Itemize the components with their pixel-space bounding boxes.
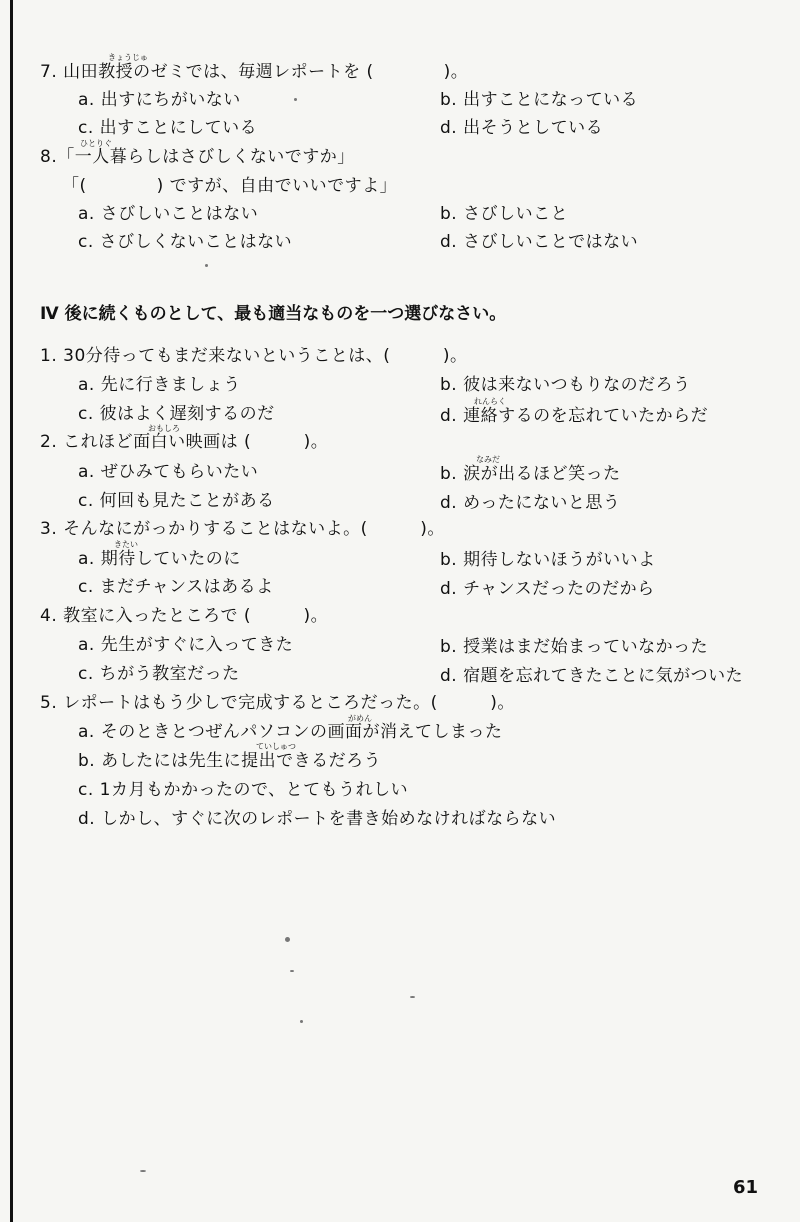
furigana: おもしろ bbox=[148, 424, 180, 433]
option-d: d. めったにないと思う bbox=[440, 493, 621, 513]
option-b: b. 出すことになっている bbox=[440, 90, 639, 110]
furigana: ひとりぐ bbox=[80, 139, 112, 148]
option-b: b. 涙が出るほど笑った bbox=[440, 464, 621, 484]
option-d: d. しかし、すぐに次のレポートを書き始めなければならない bbox=[78, 809, 557, 829]
option-a: a. ぜひみてもらいたい bbox=[78, 462, 259, 482]
option-d: d. 宿題を忘れてきたことに気がついた bbox=[440, 666, 744, 686]
option-a: a. 先生がすぐに入ってきた bbox=[78, 635, 294, 655]
question-stem: 7. 山田教授のゼミでは、毎週レポートを ( )。 bbox=[40, 62, 469, 82]
page-binding-edge bbox=[10, 0, 13, 1222]
scan-speck bbox=[410, 996, 415, 998]
scan-speck bbox=[300, 1020, 303, 1023]
option-c: c. まだチャンスはあるよ bbox=[78, 577, 274, 597]
option-d: d. 連絡するのを忘れていたからだ bbox=[440, 406, 709, 426]
question-stem: 5. レポートはもう少しで完成するところだった。( )。 bbox=[40, 693, 515, 713]
question-stem: 2. これほど面白い映画は ( )。 bbox=[40, 432, 329, 452]
scan-speck bbox=[285, 937, 290, 942]
furigana: ていしゅつ bbox=[256, 742, 296, 751]
option-a: a. さびしいことはない bbox=[78, 204, 259, 224]
question-stem-line2: 「( ) ですが、自由でいいですよ」 bbox=[62, 176, 398, 196]
furigana: きたい bbox=[114, 540, 138, 549]
option-b: b. 期待しないほうがいいよ bbox=[440, 550, 656, 570]
scan-speck bbox=[294, 98, 297, 101]
furigana: なみだ bbox=[476, 455, 500, 464]
option-a: a. 先に行きましょう bbox=[78, 375, 241, 395]
scan-speck bbox=[140, 1170, 146, 1172]
furigana: きょうじゅ bbox=[108, 53, 148, 62]
option-a: a. 期待していたのに bbox=[78, 549, 241, 569]
option-c: c. ちがう教室だった bbox=[78, 664, 240, 684]
option-b: b. さびしいこと bbox=[440, 204, 569, 224]
page-number: 61 bbox=[733, 1177, 759, 1198]
option-b: b. 授業はまだ始まっていなかった bbox=[440, 637, 709, 657]
option-c: c. さびしくないことはない bbox=[78, 232, 293, 252]
option-c: c. 1カ月もかかったので、とてもうれしい bbox=[78, 780, 409, 800]
furigana: れんらく bbox=[474, 397, 506, 406]
option-a: a. 出すにちがいない bbox=[78, 90, 241, 110]
scan-speck bbox=[205, 264, 208, 267]
scan-speck bbox=[290, 970, 294, 972]
option-d: d. チャンスだったのだから bbox=[440, 579, 655, 599]
furigana: がめん bbox=[348, 714, 372, 723]
question-stem: 8.「一人暮らしはさびしくないですか」 bbox=[40, 147, 355, 167]
option-d: d. さびしいことではない bbox=[440, 232, 639, 252]
option-b: b. あしたには先生に提出できるだろう bbox=[78, 751, 382, 771]
option-c: c. 彼はよく遅刻するのだ bbox=[78, 404, 275, 424]
question-stem: 1. 30分待ってもまだ来ないということは、( )。 bbox=[40, 346, 468, 366]
option-b: b. 彼は来ないつもりなのだろう bbox=[440, 375, 691, 395]
question-stem: 4. 教室に入ったところで ( )。 bbox=[40, 606, 329, 626]
option-a: a. そのときとつぜんパソコンの画面が消えてしまった bbox=[78, 722, 503, 742]
option-c: c. 出すことにしている bbox=[78, 118, 258, 138]
option-c: c. 何回も見たことがある bbox=[78, 491, 275, 511]
section-heading: Ⅳ 後に続くものとして、最も適当なものを一つ選びなさい。 bbox=[40, 304, 507, 324]
option-d: d. 出そうとしている bbox=[440, 118, 604, 138]
question-stem: 3. そんなにがっかりすることはないよ。( )。 bbox=[40, 519, 445, 539]
